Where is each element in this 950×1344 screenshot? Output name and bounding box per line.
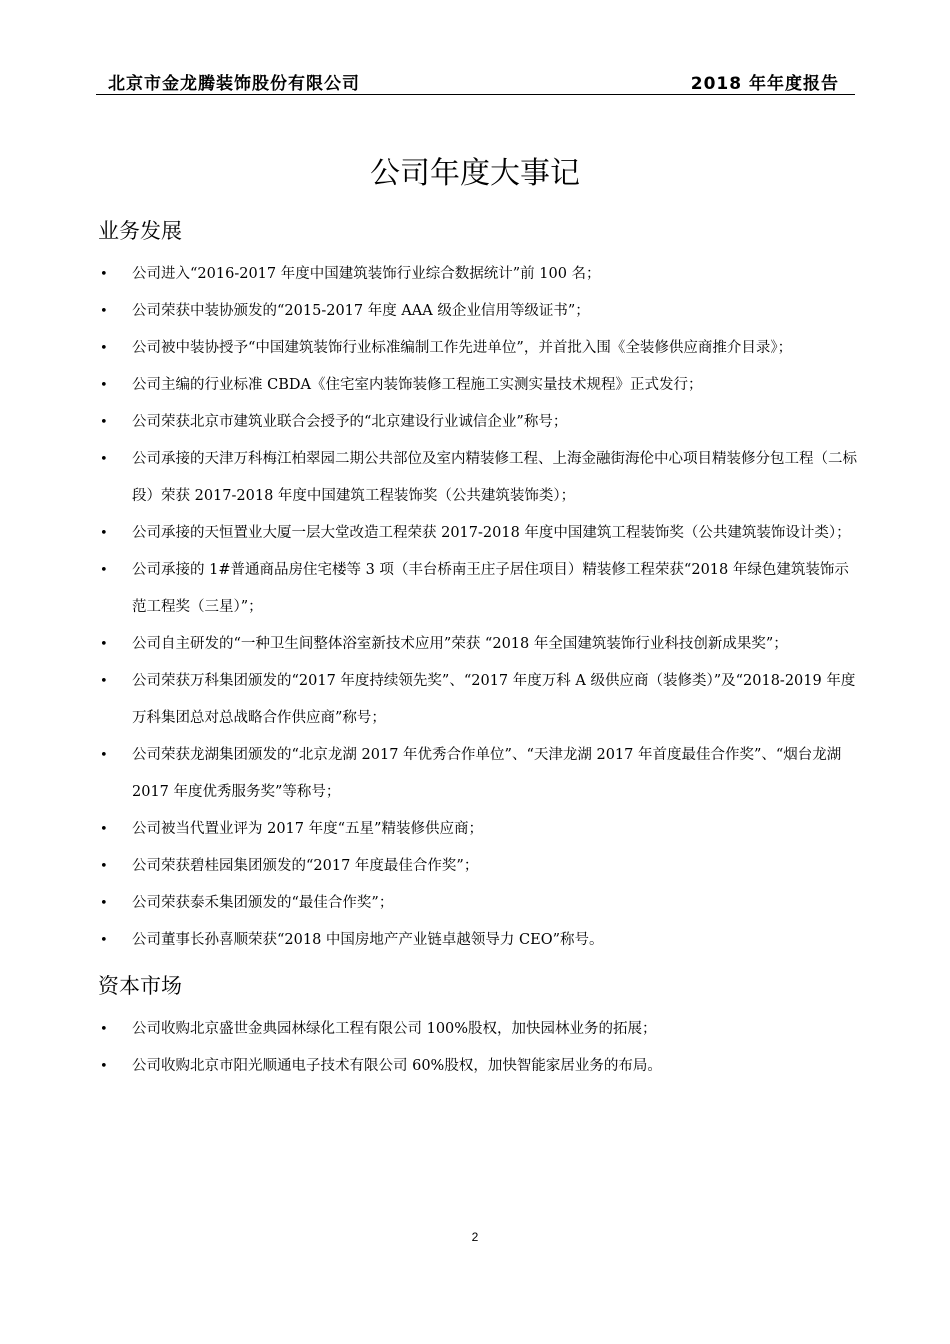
list-item xyxy=(98,922,858,959)
list-item xyxy=(98,663,858,737)
list-item-text: 公司进入“2016-2017 年度中国建筑装饰行业综合数据统计”前 100 名； xyxy=(132,266,601,282)
header-company-name: 北京市金龙腾装饰股份有限公司 xyxy=(108,74,360,94)
bullet-icon: • xyxy=(100,267,108,282)
list-item xyxy=(98,404,858,441)
list-item-text: 公司荣获碧桂园集团颁发的“2017 年度最佳合作奖”； xyxy=(132,858,479,874)
list-item-text: 公司承接的天恒置业大厦一层大堂改造工程荣获 2017-2018 年度中国建筑工程装饰奖（公共建筑装饰设计类）； xyxy=(132,525,851,541)
list-item xyxy=(98,1011,858,1048)
list-item-text: 公司主编的行业标准 CBDA《住宅室内装饰装修工程施工实测实量技术规程》正式发行； xyxy=(132,377,703,393)
list-item xyxy=(98,515,858,552)
section-heading: 资本市场 xyxy=(98,974,182,998)
bullet-icon: • xyxy=(100,933,108,948)
bullet-icon: • xyxy=(100,674,108,689)
list-item xyxy=(98,1048,858,1085)
item-list xyxy=(98,256,858,959)
list-item-text: 公司自主研发的“一种卫生间整体浴室新技术应用”荣获 “2018 年全国建筑装饰行业科技创新成果奖”； xyxy=(132,636,788,652)
page-header xyxy=(96,64,855,95)
list-item xyxy=(98,737,858,811)
list-item-text: 公司荣获泰禾集团颁发的“最佳合作奖”； xyxy=(132,895,394,911)
list-item xyxy=(98,441,858,515)
list-item-text: 公司荣获中装协颁发的“2015-2017 年度 AAA 级企业信用等级证书”； xyxy=(132,303,590,319)
section-capital-market xyxy=(98,971,858,1085)
list-item xyxy=(98,885,858,922)
bullet-icon: • xyxy=(100,452,108,467)
list-item xyxy=(98,848,858,885)
list-item-text: 公司收购北京市阳光顺通电子技术有限公司 60%股权，加快智能家居业务的布局。 xyxy=(132,1058,662,1074)
list-item xyxy=(98,293,858,330)
bullet-icon: • xyxy=(100,341,108,356)
page-number: 2 xyxy=(471,1230,479,1244)
page-title: 公司年度大事记 xyxy=(370,156,580,191)
section-heading: 业务发展 xyxy=(98,219,182,243)
bullet-icon: • xyxy=(100,378,108,393)
bullet-icon: • xyxy=(100,415,108,430)
list-item-text: 公司荣获万科集团颁发的“2017 年度持续领先奖”、“2017 年度万科 A 级供应商（装修类）”及“2018-2019 年度万科集团总对总战略合作供应商”称号； xyxy=(132,673,856,726)
document-body xyxy=(98,216,858,1085)
list-item xyxy=(98,367,858,404)
list-item-text: 公司被中装协授予“中国建筑装饰行业标准编制工作先进单位”，并首批入围《全装修供应商推介目录》； xyxy=(132,340,793,356)
list-item xyxy=(98,811,858,848)
bullet-icon: • xyxy=(100,563,108,578)
bullet-icon: • xyxy=(100,859,108,874)
bullet-icon: • xyxy=(100,748,108,763)
bullet-icon: • xyxy=(100,822,108,837)
list-item xyxy=(98,256,858,293)
bullet-icon: • xyxy=(100,896,108,911)
bullet-icon: • xyxy=(100,1022,108,1037)
bullet-icon: • xyxy=(100,1059,108,1074)
list-item-text: 公司荣获龙湖集团颁发的“北京龙湖 2017 年优秀合作单位”、“天津龙湖 2017 年首度最佳合作奖”、“烟台龙湖 2017 年度优秀服务奖”等称号； xyxy=(132,747,842,800)
bullet-icon: • xyxy=(100,304,108,319)
list-item xyxy=(98,330,858,367)
item-list xyxy=(98,1011,858,1085)
list-item-text: 公司董事长孙喜顺荣获“2018 中国房地产产业链卓越领导力 CEO”称号。 xyxy=(132,932,604,948)
list-item-text: 公司荣获北京市建筑业联合会授予的“北京建设行业诚信企业”称号； xyxy=(132,414,568,430)
header-report-title: 2018 年年度报告 xyxy=(690,74,839,94)
list-item xyxy=(98,552,858,626)
bullet-icon: • xyxy=(100,637,108,652)
list-item-text: 公司收购北京盛世金典园林绿化工程有限公司 100%股权，加快园林业务的拓展； xyxy=(132,1021,657,1037)
section-business-development xyxy=(98,216,858,959)
list-item xyxy=(98,626,858,663)
list-item-text: 公司承接的 1#普通商品房住宅楼等 3 项（丰台桥南王庄子居住项目）精装修工程荣获“2018 年绿色建筑装饰示范工程奖（三星）”； xyxy=(132,562,849,615)
bullet-icon: • xyxy=(100,526,108,541)
list-item-text: 公司承接的天津万科梅江柏翠园二期公共部位及室内精装修工程、上海金融街海伦中心项目精装修分包工程（二标段）荣获 2017-2018 年度中国建筑工程装饰奖（公共建筑装饰类）； xyxy=(132,451,857,504)
list-item-text: 公司被当代置业评为 2017 年度“五星”精装修供应商； xyxy=(132,821,483,837)
